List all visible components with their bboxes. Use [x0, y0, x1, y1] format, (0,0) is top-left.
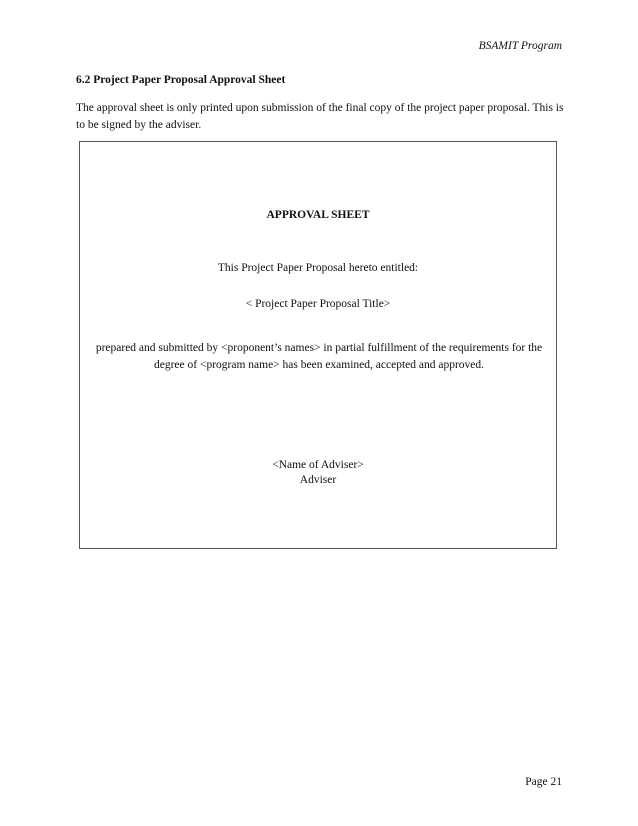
- entitled-line: This Project Paper Proposal hereto entitled:: [217, 262, 419, 274]
- section-title: 6.2 Project Paper Proposal Approval Sheet: [76, 74, 286, 86]
- page-number: Page 21: [525, 776, 562, 788]
- adviser-role: Adviser: [299, 474, 337, 486]
- proposal-title-placeholder: < Project Paper Proposal Title>: [245, 298, 391, 310]
- approval-sheet-heading: APPROVAL SHEET: [266, 209, 370, 221]
- adviser-name: <Name of Adviser>: [272, 459, 364, 471]
- running-header: BSAMIT Program: [478, 40, 562, 52]
- approval-sheet-box: [79, 141, 557, 549]
- intro-paragraph: The approval sheet is only printed upon submission of the final copy of the project paper proposal. This is to be signed by the adviser.: [76, 102, 564, 131]
- approval-statement: prepared and submitted by <proponent’s names> in partial fulfillment of the requirements for the degree of <program name> has been examined, accepted and approved.: [95, 342, 543, 371]
